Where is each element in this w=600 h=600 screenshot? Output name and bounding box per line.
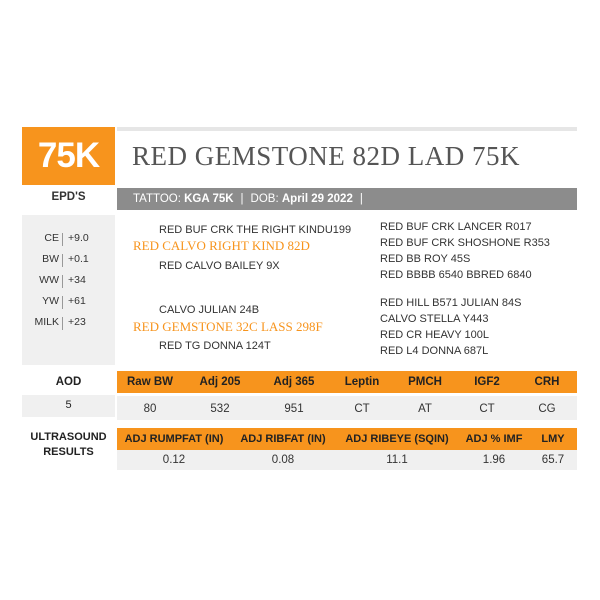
epd-row-ww — [22, 274, 115, 290]
header-cell: ADJ RIBEYE (SQIN) — [345, 433, 449, 445]
value-cell: 1.96 — [482, 454, 506, 466]
epd-row-milk — [22, 316, 115, 332]
pedigree-far-4: RED BBBB 6540 BBRED 6840 — [380, 269, 532, 281]
performance-values — [117, 396, 577, 420]
epd-value: +34 — [68, 274, 86, 286]
pedigree-far-3: RED BB ROY 45S — [380, 253, 471, 265]
value-cell: 532 — [210, 403, 230, 415]
ultrasound-label — [22, 430, 115, 460]
aod-value: 5 — [22, 395, 115, 417]
pedigree-far-2: RED BUF CRK SHOSHONE R353 — [380, 237, 550, 249]
value-cell: 11.1 — [386, 454, 408, 466]
header-cell: PMCH — [408, 376, 442, 388]
pedigree-sire: RED CALVO RIGHT KIND 82D — [133, 238, 310, 253]
dob-value: April 29 2022 — [281, 193, 353, 205]
tattoo-value: KGA 75K — [184, 193, 234, 205]
divider — [62, 296, 63, 309]
value-cell: 0.08 — [271, 454, 295, 466]
header-cell: ADJ % IMF — [465, 433, 523, 445]
epd-value: +23 — [68, 316, 86, 328]
epd-value: +0.1 — [68, 253, 89, 265]
pedigree-dam: RED GEMSTONE 32C LASS 298F — [133, 319, 323, 334]
pedigree-sire-sire: RED BUF CRK THE RIGHT KINDU199 — [159, 224, 352, 236]
pedigree-far-1: RED BUF CRK LANCER R017 — [380, 221, 532, 233]
separator: | — [359, 193, 363, 205]
pedigree-far-5: RED HILL B571 JULIAN 84S — [380, 297, 522, 309]
epd-label: EPD'S — [51, 191, 86, 203]
header-cell: ADJ RIBFAT (IN) — [240, 433, 326, 445]
epd-key: CE — [44, 232, 59, 244]
epd-key: WW — [39, 274, 59, 286]
header-cell: Adj 205 — [199, 376, 241, 388]
pedigree-far-7: RED CR HEAVY 100L — [380, 329, 490, 341]
value-cell: 80 — [143, 403, 157, 415]
value-cell: 0.12 — [162, 454, 186, 466]
value-cell: CT — [479, 403, 495, 415]
pedigree-sire-dam: RED CALVO BAILEY 9X — [159, 260, 280, 272]
header-cell: CRH — [534, 376, 560, 388]
epd-box — [22, 215, 115, 365]
epd-value: +9.0 — [68, 232, 89, 244]
ultrasound-header — [117, 428, 577, 450]
epd-row-bw — [22, 253, 115, 269]
divider — [62, 233, 63, 246]
header-cell: LMY — [541, 433, 565, 445]
ultrasound-label-line-2: RESULTS — [43, 446, 94, 458]
value-cell: CT — [354, 403, 370, 415]
value-cell: 951 — [284, 403, 304, 415]
animal-name: RED GEMSTONE 82D LAD 75K — [132, 141, 520, 171]
pedigree-dam-dam: RED TG DONNA 124T — [159, 340, 271, 352]
epd-row-yw — [22, 295, 115, 311]
tattoo-label: TATTOO: — [133, 193, 181, 205]
divider — [62, 275, 63, 288]
header-cell: Adj 365 — [273, 376, 315, 388]
separator: | — [240, 193, 244, 205]
value-cell: 65.7 — [541, 454, 565, 466]
tattoo-bar — [117, 188, 577, 210]
header-cell: IGF2 — [474, 376, 500, 388]
dob-label: DOB: — [250, 193, 279, 205]
pedigree-far-6: CALVO STELLA Y443 — [380, 313, 489, 325]
pedigree-box — [117, 215, 577, 365]
value-cell: AT — [418, 403, 432, 415]
header-cell: Raw BW — [127, 376, 173, 388]
pedigree-far-8: RED L4 DONNA 687L — [380, 345, 489, 357]
header-cell: ADJ RUMPFAT (IN) — [124, 433, 224, 445]
performance-header — [117, 371, 577, 393]
ultrasound-label-line-1: ULTRASOUND — [30, 431, 107, 443]
epd-key: MILK — [34, 316, 59, 328]
lot-number: 75K — [22, 127, 115, 185]
pedigree-dam-sire: CALVO JULIAN 24B — [159, 304, 260, 316]
aod-label: AOD — [22, 371, 115, 393]
divider — [62, 254, 63, 267]
header-cell: Leptin — [344, 376, 380, 388]
epd-key: YW — [42, 295, 59, 307]
divider — [62, 317, 63, 330]
ultrasound-values — [117, 450, 577, 470]
value-cell: CG — [538, 403, 556, 415]
epd-value: +61 — [68, 295, 86, 307]
epd-row-ce — [22, 232, 115, 248]
epd-key: BW — [42, 253, 59, 265]
